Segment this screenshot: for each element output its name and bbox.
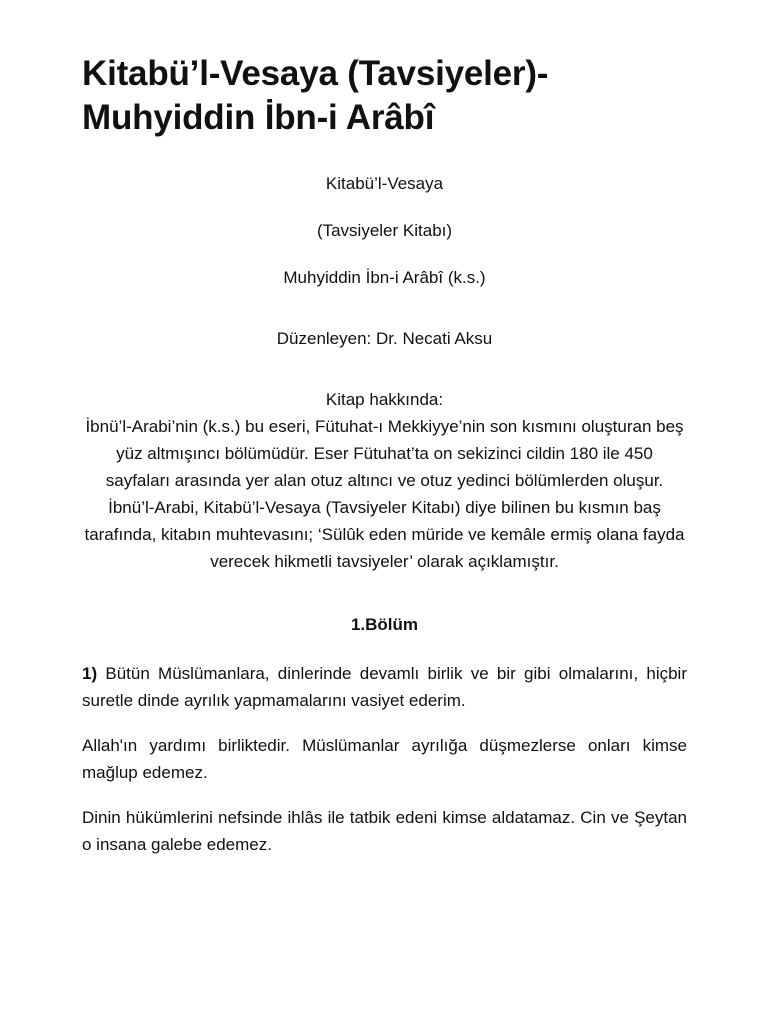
paragraph-3: Dinin hükümlerini nefsinde ihlâs ile tatbik edeni kimse aldatamaz. Cin ve Şeytan o insana galebe edemez.	[82, 808, 687, 854]
paragraph-1	[82, 660, 687, 714]
about-text: İbnü’l-Arabi’nin (k.s.) bu eseri, Fütuhat-ı Mekkiyye’nin son kısmını oluşturan beş yüz altmışıncı bölümüdür. Eser Fütuhat’ta on sekizinci cildin 180 ile 450 sayfaları arasında yer alan otuz altıncı ve otuz yedinci bölümlerden oluşur. İbnü’l-Arabi, Kitabü’l-Vesaya (Tavsiyeler Kitabı) diye bilinen bu kısmın baş tarafında, kitabın muhtevasını; ‘Sülûk eden müride ve kemâle ermiş olana fayda verecek hikmetli tavsiyeler’ olarak açıklamıştır.	[84, 417, 685, 571]
section-heading: 1.Bölüm	[350, 615, 419, 634]
book-subtitle: (Tavsiyeler Kitabı)	[316, 221, 453, 240]
book-author: Muhyiddin İbn-i Arâbî (k.s.)	[283, 268, 486, 287]
paragraph-text: Bütün Müslümanlara, dinlerinde devamlı birlik ve bir gibi olmalarını, hiçbir suretle dinde ayrılık yapmamalarını vasiyet ederim.	[82, 664, 687, 710]
book-editor: Düzenleyen: Dr. Necati Aksu	[276, 329, 493, 348]
document-title: Kitabü’l-Vesaya (Tavsiyeler)- Muhyiddin İbn-i Arâbî	[82, 54, 549, 137]
book-name: Kitabü’l-Vesaya	[325, 174, 444, 193]
about-block	[82, 386, 687, 575]
paragraph-2: Allah'ın yardımı birliktedir. Müslümanlar ayrılığa düşmezlerse onları kimse mağlup edemez.	[82, 736, 687, 782]
document-page	[82, 52, 687, 876]
about-heading: Kitap hakkında:	[325, 390, 444, 409]
paragraph-number: 1)	[82, 664, 98, 683]
